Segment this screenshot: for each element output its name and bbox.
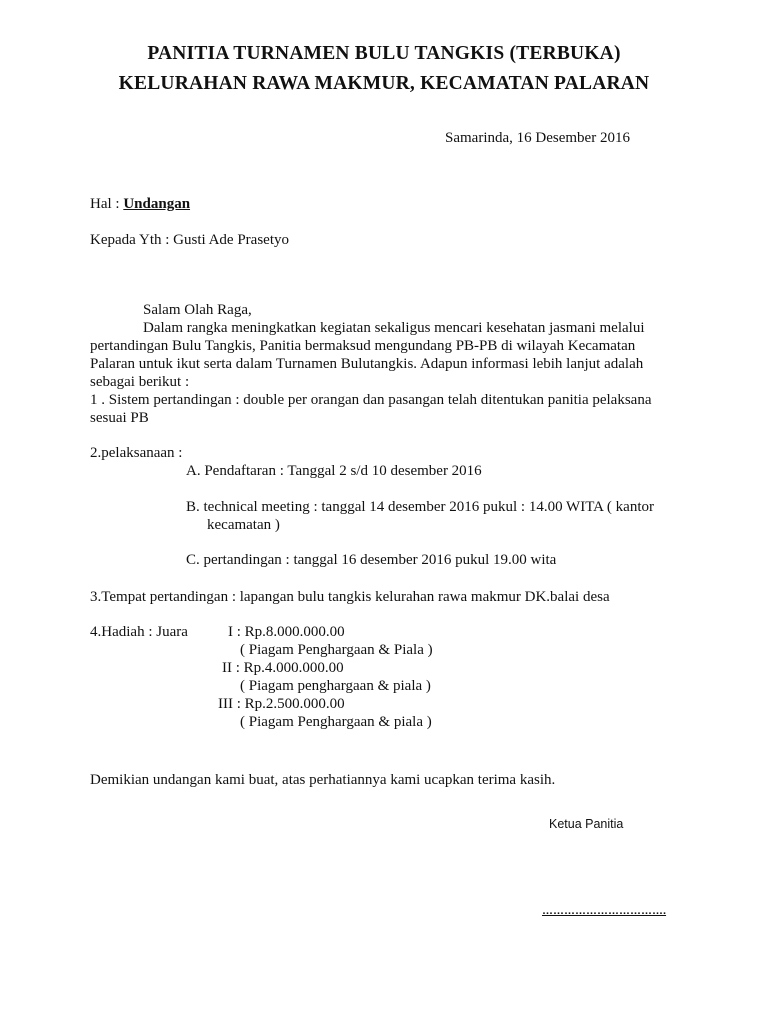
item-1-line-2: sesuai PB [90, 410, 149, 426]
prize-rank-1: I : Rp.8.000.000.00 [228, 624, 345, 640]
prize-award-2: ( Piagam penghargaan & piala ) [240, 678, 431, 694]
item-2-heading: 2.pelaksanaan : [90, 445, 183, 461]
item-2-a: A. Pendaftaran : Tanggal 2 s/d 10 desember 2016 [186, 463, 482, 479]
item-3: 3.Tempat pertandingan : lapangan bulu tangkis kelurahan rawa makmur DK.balai desa [90, 589, 610, 605]
greeting: Salam Olah Raga, [143, 302, 252, 318]
place-date: Samarinda, 16 Desember 2016 [445, 130, 630, 146]
item-1-line-1: 1 . Sistem pertandingan : double per orangan dan pasangan telah ditentukan panitia pelaksana [90, 392, 652, 408]
item-2-c: C. pertandingan : tanggal 16 desember 2016 pukul 19.00 wita [186, 552, 557, 568]
item-2-b-line-2: kecamatan ) [207, 517, 280, 533]
subject-value: Undangan [123, 196, 191, 212]
prize-award-3: ( Piagam Penghargaan & piala ) [240, 714, 432, 730]
letter-title-line-1: PANITIA TURNAMEN BULU TANGKIS (TERBUKA) [147, 43, 621, 64]
body-line: Dalam rangka meningkatkan kegiatan sekaligus mencari kesehatan jasmani melalui [143, 320, 645, 336]
prize-rank-3: III : Rp.2.500.000.00 [218, 696, 345, 712]
body-line: Palaran untuk ikut serta dalam Turnamen Bulutangkis. Adapun informasi lebih lanjut adalah [90, 356, 644, 372]
body-line: pertandingan Bulu Tangkis, Panitia bermaksud mengundang PB-PB di wilayah Kecamatan [90, 338, 636, 354]
signature-line: ……………………………. [542, 905, 667, 917]
prize-rank-2: II : Rp.4.000.000.00 [222, 660, 344, 676]
item-4-label: 4.Hadiah : Juara [90, 624, 188, 640]
recipient: Kepada Yth : Gusti Ade Prasetyo [90, 232, 289, 248]
item-2-b-line-1: B. technical meeting : tanggal 14 desember 2016 pukul : 14.00 WITA ( kantor [186, 499, 654, 515]
closing: Demikian undangan kami buat, atas perhatiannya kami ucapkan terima kasih. [90, 772, 556, 788]
letter-title-line-2: KELURAHAN RAWA MAKMUR, KECAMATAN PALARAN [118, 73, 650, 94]
signatory-title: Ketua Panitia [549, 817, 624, 831]
subject-label: Hal : [90, 196, 124, 212]
subject-line [90, 195, 190, 213]
body-line: sebagai berikut : [90, 374, 190, 390]
prize-award-1: ( Piagam Penghargaan & Piala ) [240, 642, 433, 658]
